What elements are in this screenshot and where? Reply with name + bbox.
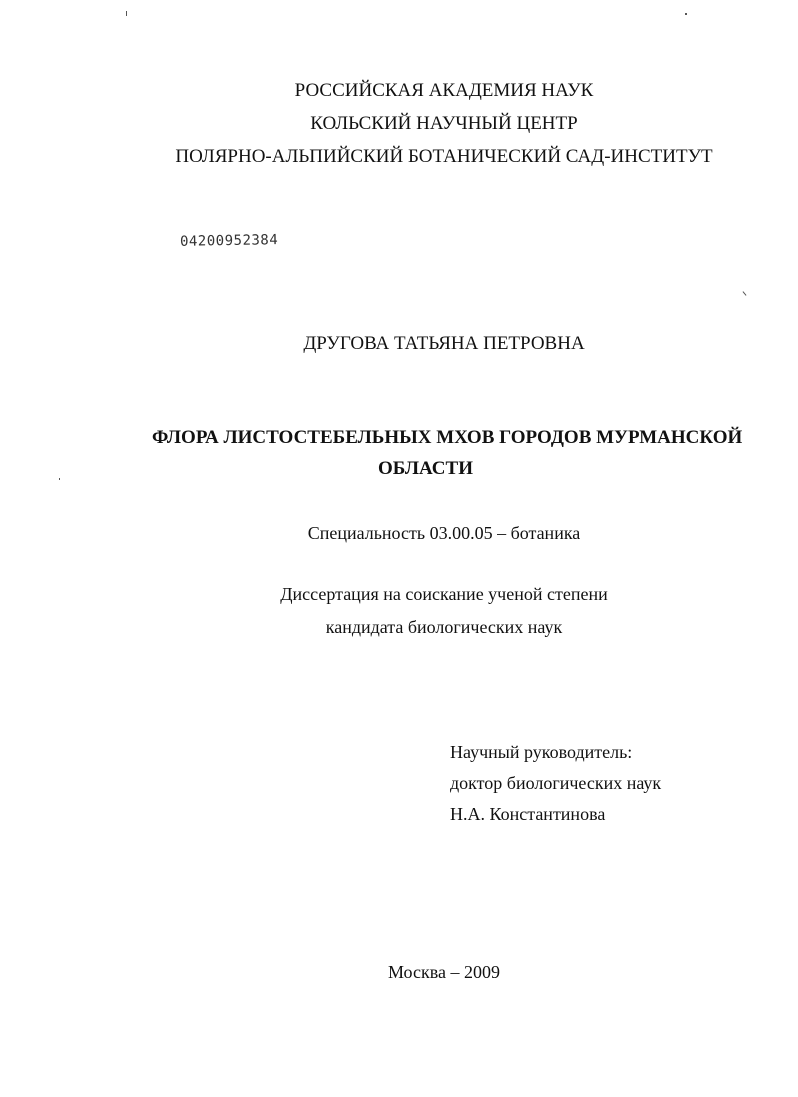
specialty: Специальность 03.00.05 – ботаника	[307, 523, 581, 543]
scan-speck	[743, 291, 747, 295]
scan-speck	[59, 478, 60, 480]
inventory-number: 04200952384	[179, 232, 279, 250]
institution-line-2: КОЛЬСКИЙ НАУЧНЫЙ ЦЕНТР	[310, 113, 578, 134]
institution-line-3: ПОЛЯРНО-АЛЬПИЙСКИЙ БОТАНИЧЕСКИЙ САД-ИНСТИТУТ	[175, 146, 713, 167]
institution-line-1: РОССИЙСКАЯ АКАДЕМИЯ НАУК	[294, 80, 594, 101]
scan-speck	[126, 11, 127, 16]
supervisor-name: Н.А. Константинова	[450, 804, 606, 824]
degree-statement-line-1: Диссертация на соискание ученой степени	[280, 584, 608, 604]
place-and-year: Москва – 2009	[388, 962, 500, 982]
degree-statement-line-2: кандидата биологических наук	[325, 617, 563, 637]
author-name: ДРУГОВА ТАТЬЯНА ПЕТРОВНА	[303, 333, 585, 354]
scan-speck	[685, 13, 687, 15]
supervisor-degree: доктор биологических наук	[450, 773, 662, 793]
supervisor-label: Научный руководитель:	[450, 742, 633, 762]
dissertation-title-line-2: ОБЛАСТИ	[378, 458, 473, 479]
dissertation-title-line-1: ФЛОРА ЛИСТОСТЕБЕЛЬНЫХ МХОВ ГОРОДОВ МУРМАНСКОЙ	[152, 427, 743, 448]
